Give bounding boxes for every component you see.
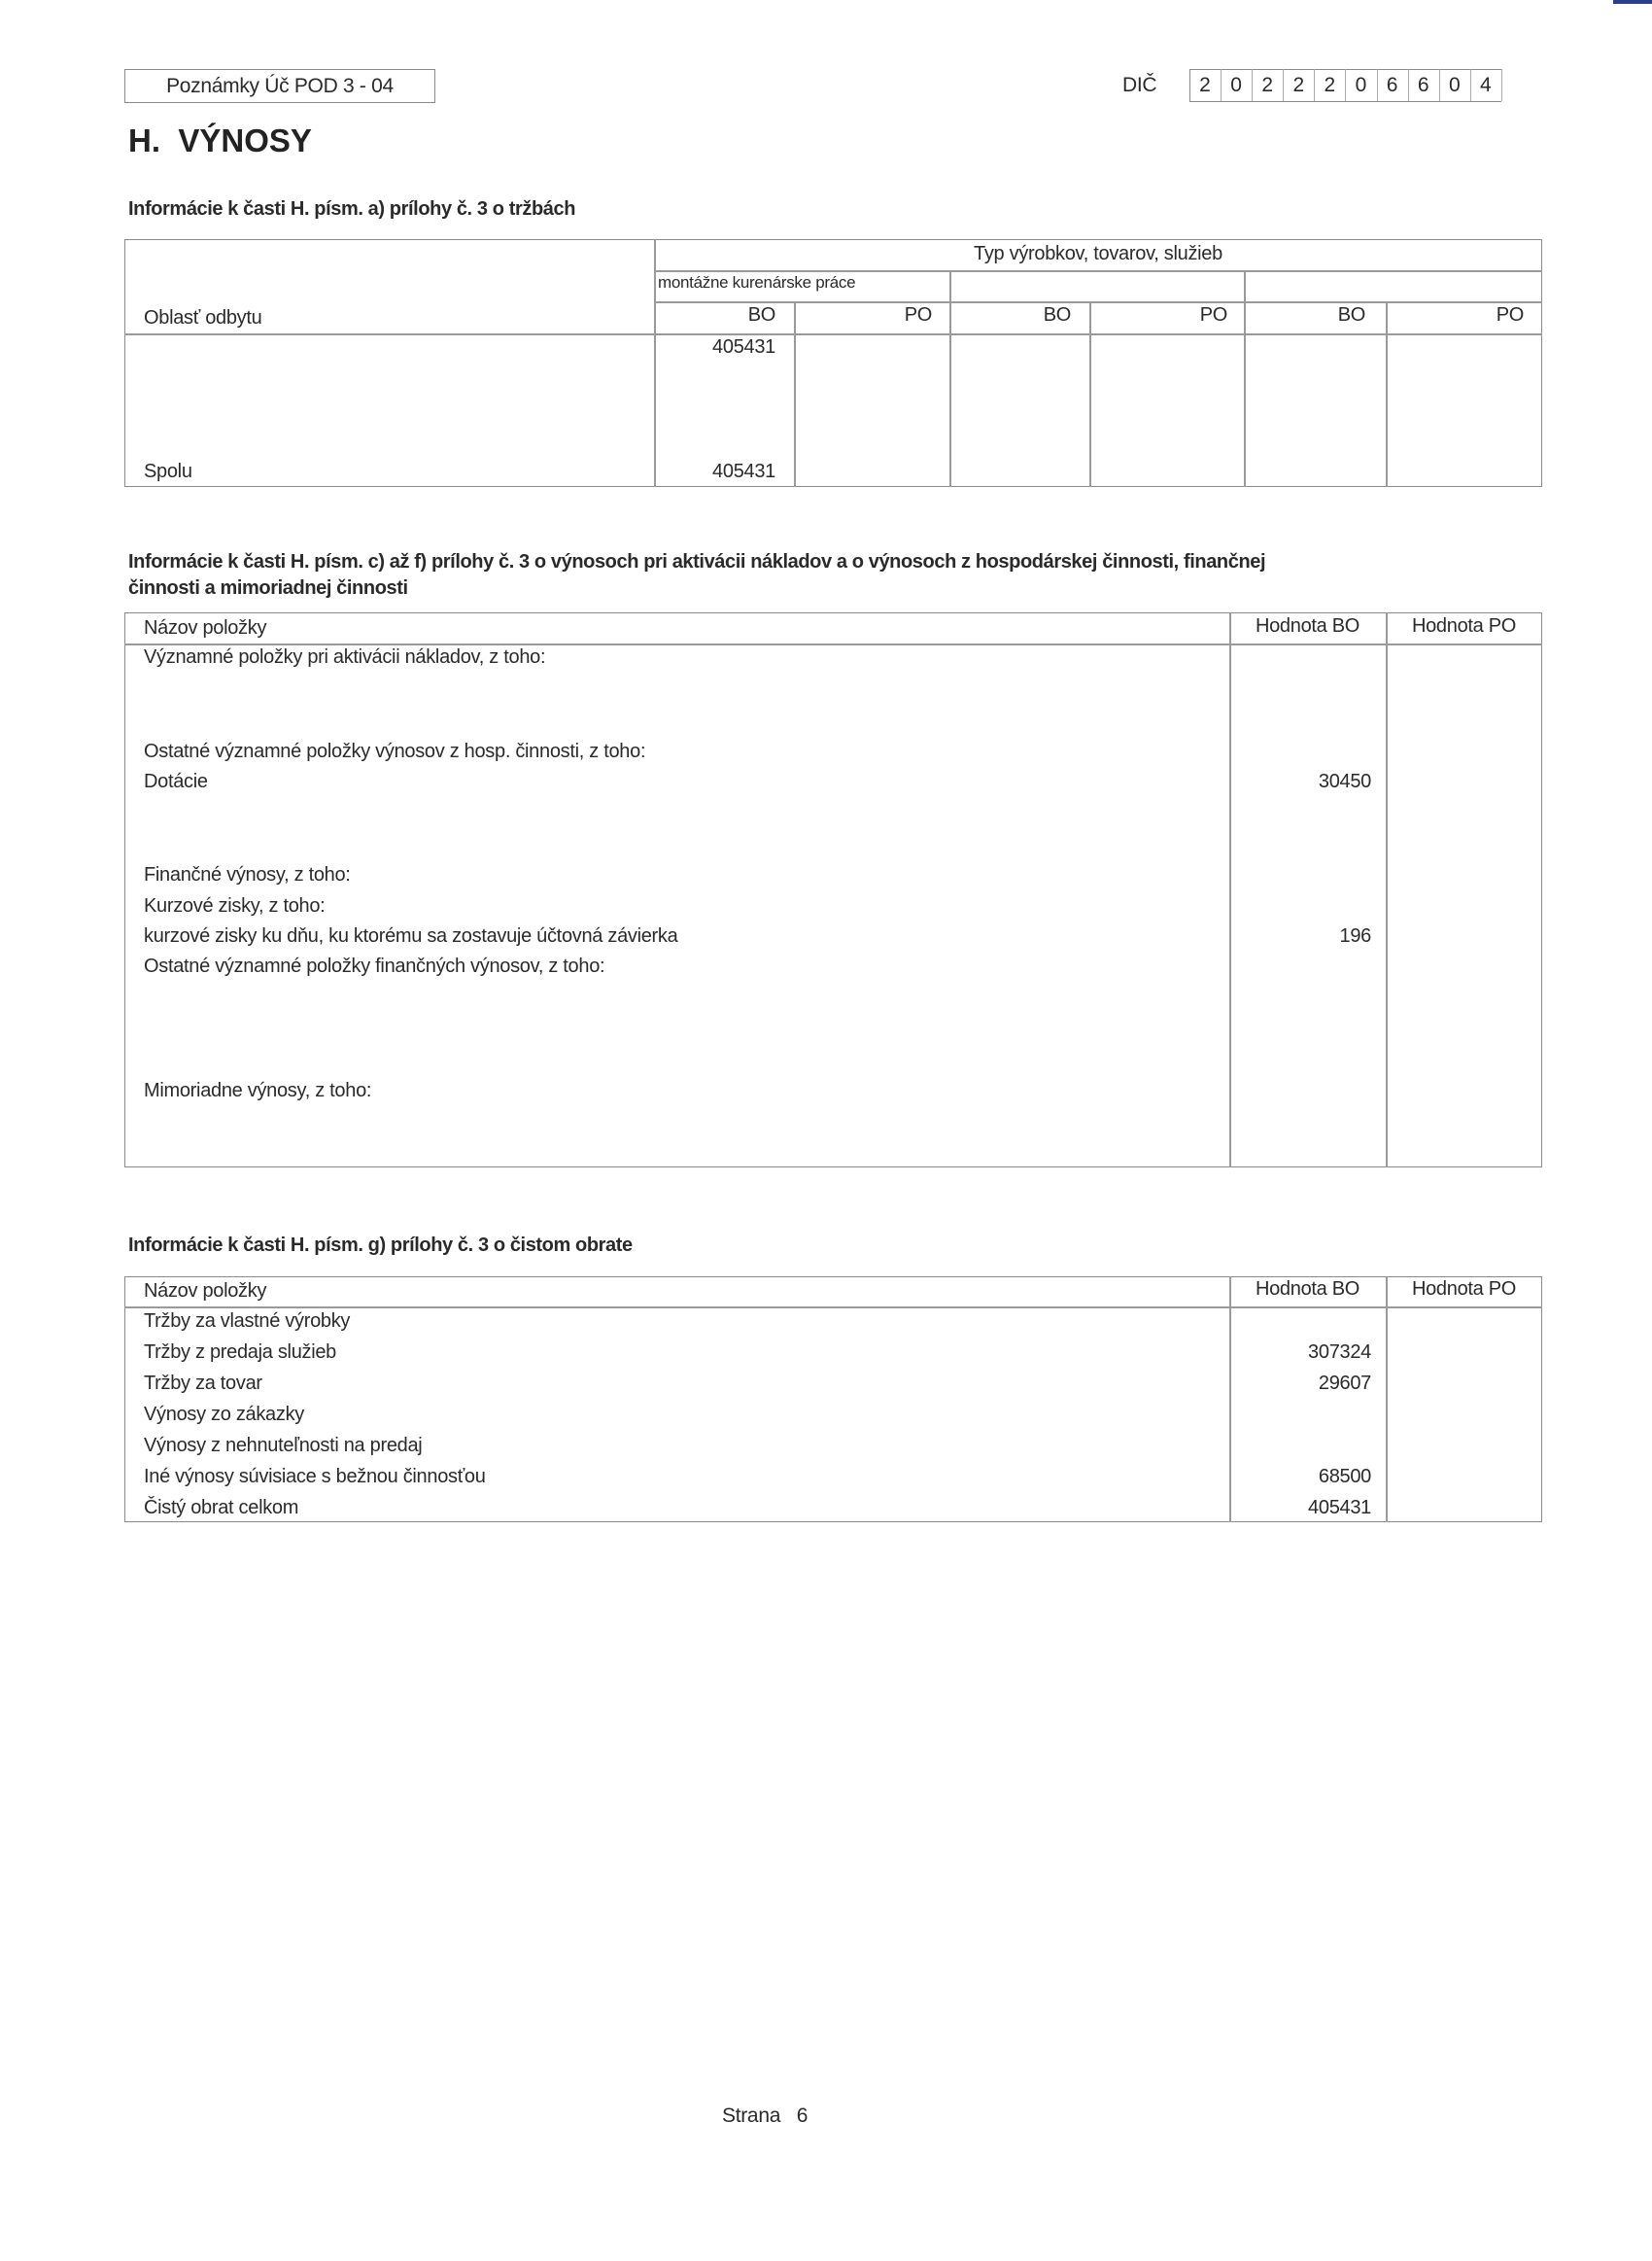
dic-digit: 2 <box>1189 69 1222 101</box>
col-bo: Hodnota BO <box>1255 1278 1360 1300</box>
row-label: Významné položky pri aktivácii nákladov, z toho: <box>144 646 546 668</box>
col-bo-2: BO <box>1043 304 1071 326</box>
row-label: Tržby z predaja služieb <box>144 1341 337 1363</box>
dic-digit: 6 <box>1377 69 1409 101</box>
form-label-box <box>124 69 435 103</box>
row-value-bo: 30450 <box>1318 771 1371 792</box>
row-value-bo: 405431 <box>1308 1497 1371 1518</box>
area-header: Oblasť odbytu <box>144 307 262 329</box>
col-po: Hodnota PO <box>1411 615 1517 637</box>
dic-digit: 0 <box>1346 69 1378 101</box>
row-label: Tržby za vlastné výrobky <box>144 1310 351 1332</box>
page-title: H. VÝNOSY <box>128 122 312 158</box>
product-name: montážne kurenárske práce <box>658 273 856 292</box>
col-po-2: PO <box>1199 304 1227 326</box>
form-label: Poznámky Úč POD 3 - 04 <box>166 75 394 97</box>
row-label: Iné výnosy súvisiace s bežnou činnosťou <box>144 1466 486 1487</box>
row-label: Tržby za tovar <box>144 1373 262 1394</box>
total-value: 405431 <box>712 461 775 482</box>
col-po-1: PO <box>904 304 932 326</box>
row-value-bo: 307324 <box>1308 1341 1371 1363</box>
col-bo-1: BO <box>747 304 775 326</box>
dic-digit: 2 <box>1314 69 1346 101</box>
col-name: Názov položky <box>144 617 267 639</box>
row-label: Mimoriadne výnosy, z toho: <box>144 1080 372 1101</box>
dic-digit: 6 <box>1408 69 1440 101</box>
col-name: Názov položky <box>144 1280 267 1302</box>
dic-label: DIČ <box>1122 74 1157 96</box>
section-cf-heading-line1: Informácie k časti H. písm. c) až f) prílohy č. 3 o výnosoch pri aktivácii nákladov a o výnosoch z hospodárskej činnosti, finančnej <box>128 551 1266 573</box>
row-label: Kurzové zisky, z toho: <box>144 895 326 917</box>
row-label: Čistý obrat celkom <box>144 1497 299 1518</box>
col-po: Hodnota PO <box>1411 1278 1517 1300</box>
dic-digit: 2 <box>1252 69 1284 101</box>
type-header: Typ výrobkov, tovarov, služieb <box>974 243 1222 264</box>
row-value-bo: 68500 <box>1318 1466 1371 1487</box>
page-number-value: 6 <box>796 2104 809 2127</box>
col-bo: Hodnota BO <box>1255 615 1360 637</box>
row-value: 405431 <box>712 336 775 358</box>
dic-digit: 4 <box>1470 69 1502 101</box>
total-label: Spolu <box>144 461 192 482</box>
section-g-heading: Informácie k časti H. písm. g) prílohy č. 3 o čistom obrate <box>128 1235 633 1256</box>
row-label: Ostatné významné položky výnosov z hosp. činnosti, z toho: <box>144 741 646 762</box>
dic-digit: 0 <box>1439 69 1471 101</box>
row-value-bo: 29607 <box>1318 1373 1371 1394</box>
row-value-bo: 196 <box>1339 925 1371 947</box>
section-cf-heading-line2: činnosti a mimoriadnej činnosti <box>128 577 408 599</box>
scan-mark <box>1613 0 1652 4</box>
page-label: Strana <box>722 2104 781 2127</box>
row-label: Dotácie <box>144 771 208 792</box>
row-label: Výnosy z nehnuteľnosti na predaj <box>144 1435 423 1456</box>
section-a-heading: Informácie k časti H. písm. a) prílohy č. 3 o tržbách <box>128 198 576 220</box>
row-label: Finančné výnosy, z toho: <box>144 864 351 886</box>
row-label: kurzové zisky ku dňu, ku ktorému sa zostavuje účtovná závierka <box>144 925 678 947</box>
page-number <box>722 2104 808 2128</box>
row-label: Výnosy zo zákazky <box>144 1404 304 1425</box>
dic-digit: 0 <box>1221 69 1253 101</box>
col-bo-3: BO <box>1337 304 1365 326</box>
section-cf-heading <box>128 549 1265 602</box>
row-label: Ostatné významné položky finančných výnosov, z toho: <box>144 956 605 977</box>
dic-digit: 2 <box>1283 69 1315 101</box>
col-po-3: PO <box>1496 304 1524 326</box>
